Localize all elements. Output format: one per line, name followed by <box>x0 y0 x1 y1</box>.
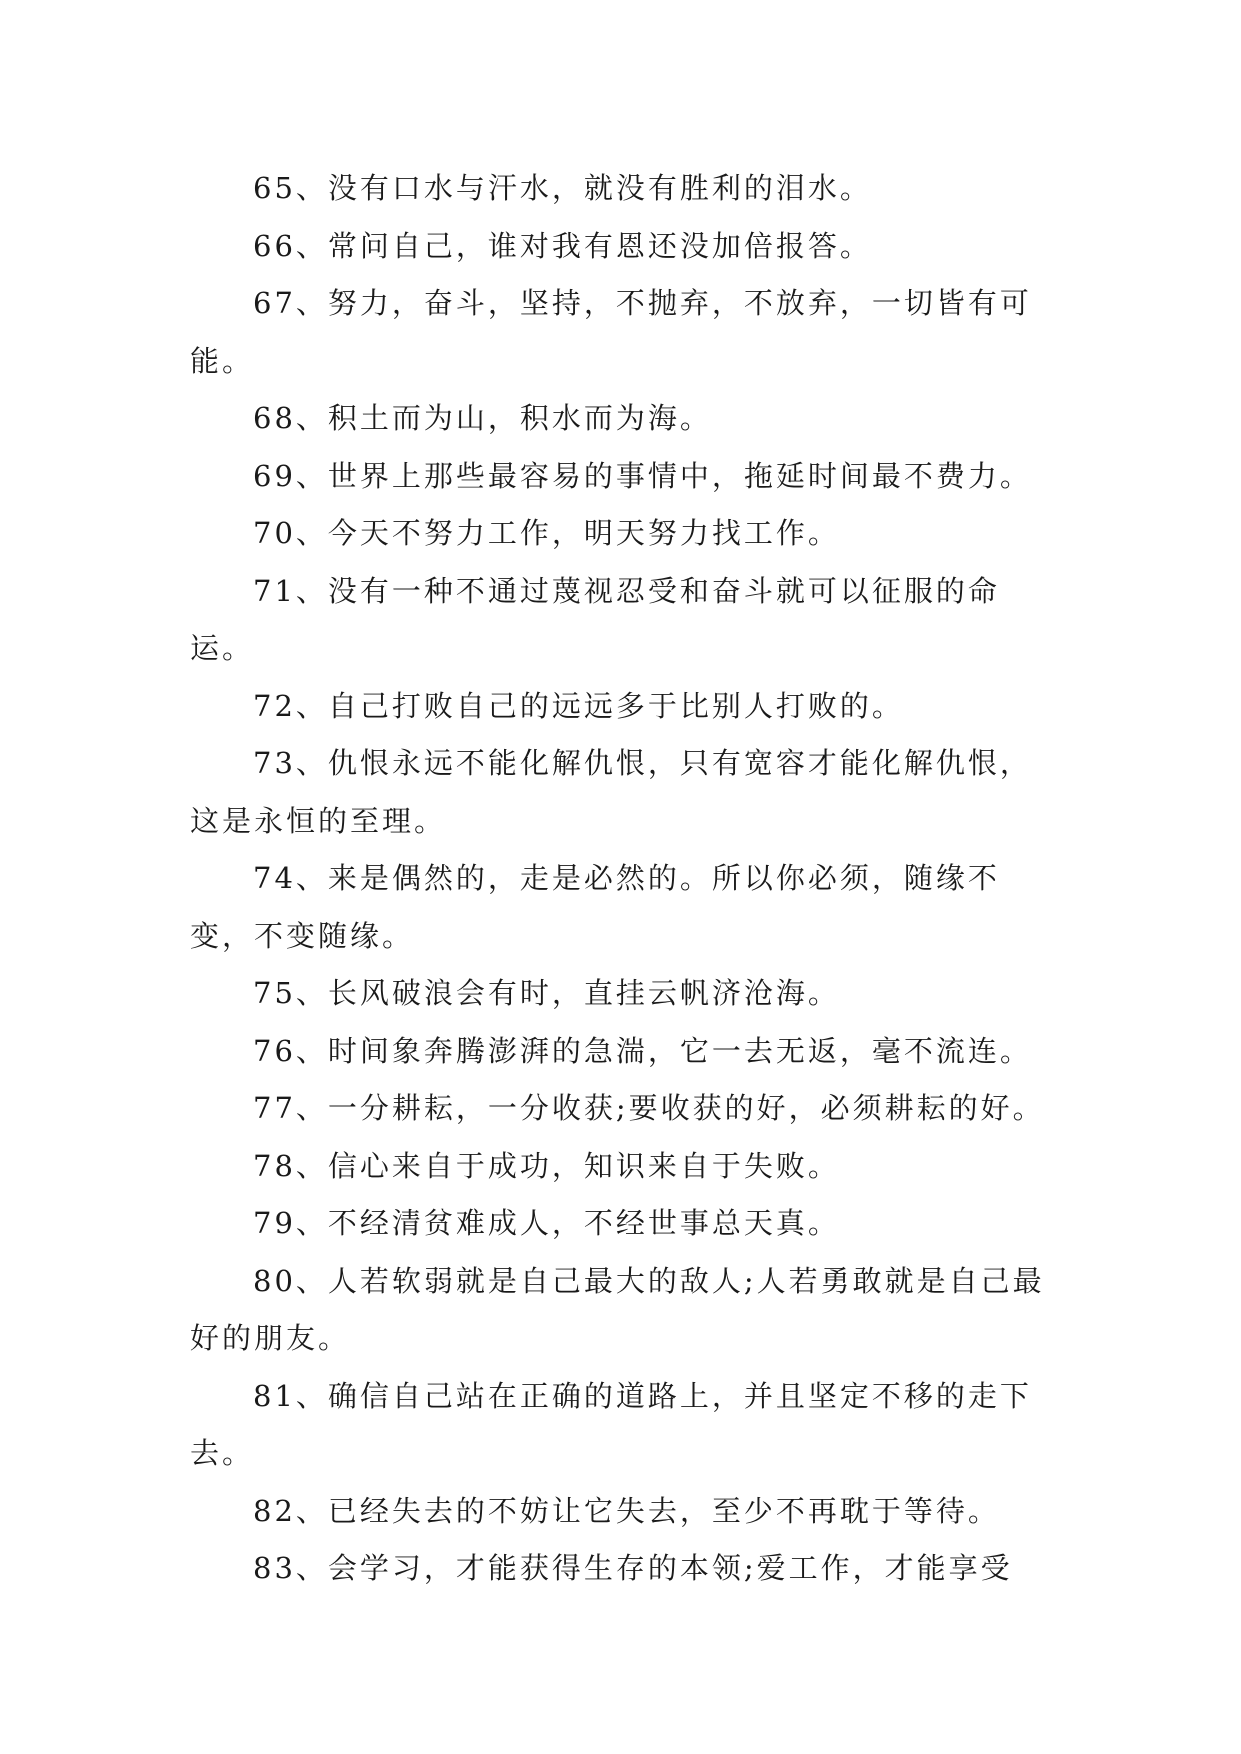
paragraph-73: 73、仇恨永远不能化解仇恨，只有宽容才能化解仇恨，这是永恒的至理。 <box>190 746 1032 838</box>
paragraph-72: 72、自己打败自己的远远多于比别人打败的。 <box>253 688 904 723</box>
paragraph-79: 79、不经清贫难成人，不经世事总天真。 <box>253 1206 840 1240</box>
paragraph-81: 81、确信自己站在正确的道路上，并且坚定不移的走下去。 <box>190 1378 1032 1470</box>
paragraph-67: 67、努力，奋斗，坚持，不抛弃，不放弃，一切皆有可能。 <box>190 286 1032 378</box>
paragraph-80: 80、人若软弱就是自己最大的敌人;人若勇敢就是自己最好的朋友。 <box>190 1263 1045 1355</box>
paragraph-82: 82、已经失去的不妨让它失去，至少不再耽于等待。 <box>253 1493 1000 1528</box>
paragraph-77: 77、一分耕耘，一分收获;要收获的好，必须耕耘的好。 <box>253 1091 1045 1125</box>
paragraph-76: 76、时间象奔腾澎湃的急湍，它一去无返，毫不流连。 <box>253 1033 1032 1068</box>
paragraph-74: 74、来是偶然的，走是必然的。所以你必须，随缘不变，不变随缘。 <box>190 861 1000 953</box>
paragraph-68: 68、积土而为山，积水而为海。 <box>253 401 712 435</box>
paragraph-75: 75、长风破浪会有时，直挂云帆济沧海。 <box>253 976 840 1010</box>
paragraph-65: 65、没有口水与汗水，就没有胜利的泪水。 <box>253 171 872 205</box>
paragraph-66: 66、常问自己，谁对我有恩还没加倍报答。 <box>253 228 872 263</box>
paragraph-83: 83、会学习，才能获得生存的本领;爱工作，才能享受 <box>253 1551 1013 1585</box>
paragraph-78: 78、信心来自于成功，知识来自于失败。 <box>253 1148 840 1183</box>
paragraph-71: 71、没有一种不通过蔑视忍受和奋斗就可以征服的命运。 <box>190 573 1000 665</box>
paragraph-70: 70、今天不努力工作，明天努力找工作。 <box>253 516 840 550</box>
document-body <box>190 160 1060 1598</box>
paragraph-69: 69、世界上那些最容易的事情中，拖延时间最不费力。 <box>253 458 1032 493</box>
